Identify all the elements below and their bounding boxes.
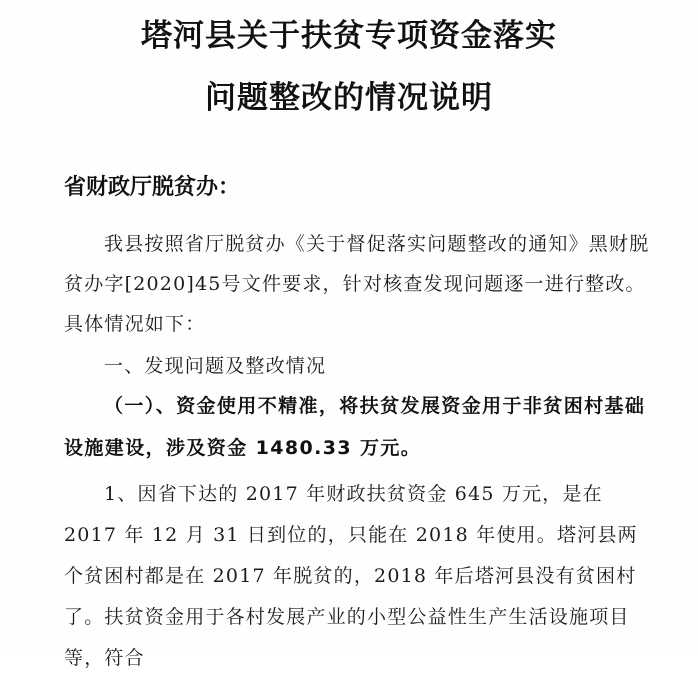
document-title-line-1: 塔河县关于扶贫专项资金落实 (141, 18, 557, 54)
subsection-heading-1: （一）、资金使用不精准，将扶贫发展资金用于非贫困村基础设施建设，涉及资金 1480.33 万元。 (64, 395, 646, 459)
paragraph-intro: 我县按照省厅脱贫办《关于督促落实问题整改的通知》黑财脱贫办字[2020]45号文件要求，针对核查发现问题逐一进行整改。具体情况如下： (64, 233, 650, 335)
section-heading-1: 一、发现问题及整改情况 (104, 355, 327, 377)
document-title-line-2: 问题整改的情况说明 (205, 80, 493, 116)
addressee: 省财政厅脱贫办： (64, 175, 241, 200)
paragraph-item-1: 1、因省下达的 2017 年财政扶贫资金 645 万元，是在 2017 年 12 月 31 日到位的，只能在 2018 年使用。塔河县两个贫困村都是在 2017 年脱贫的，2018 年后塔河县没有贫困村了。扶贫资金用于各村发展产业的小型公益性生产生活设施项目等，符合 (64, 483, 638, 669)
